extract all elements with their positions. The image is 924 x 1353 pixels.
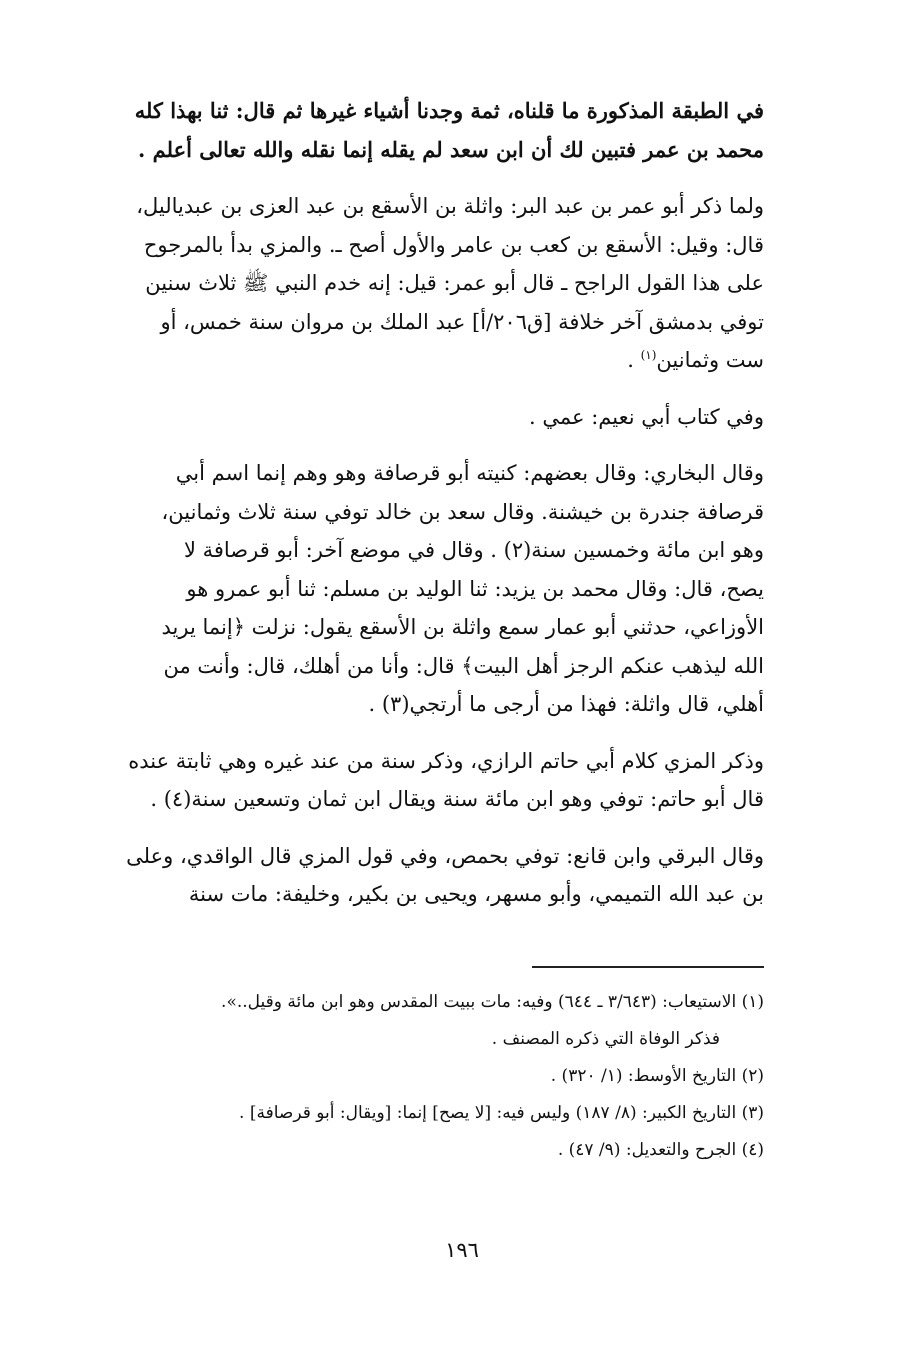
text-line: الأوزاعي، حدثني أبو عمار سمع واثلة بن الأسقع يقول: نزلت ﴿إنما يريد <box>161 615 764 639</box>
text-line: وقال البرقي وابن قانع: توفي بحمص، وفي قول المزي قال الواقدي، وعلى <box>126 843 764 868</box>
main-text <box>126 92 764 932</box>
paragraph-5 <box>128 742 764 819</box>
text-line: وهو ابن مائة وخمسين سنة(٢) . وقال في موضع آخر: أبو قرصافة لا <box>183 538 764 562</box>
paragraph-6 <box>126 837 764 914</box>
text-line: ولما ذكر أبو عمر بن عبد البر: واثلة بن الأسقع بن عبد العزى بن عبدياليل، <box>136 194 764 218</box>
text-line: أهلي، قال واثلة: فهذا من أرجى ما أرتجي(٣) . <box>368 692 764 716</box>
footnote-marker: (١) <box>640 348 657 362</box>
text-line: قرصافة جندرة بن خيشنة. وقال سعد بن خالد توفي سنة ثلاث وثمانين، <box>161 499 764 524</box>
text-line-last <box>164 341 764 380</box>
text-fragment: . <box>627 348 641 372</box>
text-line: قال أبو حاتم: توفي وهو ابن مائة سنة ويقال ابن ثمان وتسعين سنة(٤) . <box>150 787 764 811</box>
text-fragment: ست وثمانين <box>656 348 764 372</box>
text-line: قال: وقيل: الأسقع بن كعب بن عامر والأول أصح ـ. والمزي بدأ بالمرجوح <box>143 232 764 257</box>
footnote-4: (٤) الجرح والتعديل: (٩/ ٤٧) . <box>557 1140 764 1160</box>
text-line: محمد بن عمر فتبين لك أن ابن سعد لم يقله إنما نقله والله تعالى أعلم . <box>138 136 764 162</box>
footnote-1-continuation: فذكر الوفاة التي ذكره المصنف . <box>491 1029 720 1049</box>
text-line: يصح، قال: وقال محمد بن يزيد: ثنا الوليد بن مسلم: ثنا أبو عمرو هو <box>186 576 764 601</box>
text-line: بن عبد الله التميمي، وأبو مسهر، ويحيى بن بكير، وخليفة: مات سنة <box>188 882 764 906</box>
footnote-separator <box>532 966 764 968</box>
text-line: في الطبقة المذكورة ما قلناه، ثمة وجدنا أشياء غيرها ثم قال: ثنا بهذا كله <box>134 98 764 123</box>
footnote-2: (٢) التاريخ الأوسط: (١/ ٣٢٠) . <box>550 1066 764 1086</box>
paragraph-4 <box>161 454 764 724</box>
text-line: الله ليذهب عنكم الرجز أهل البيت﴾ قال: وأنا من أهلك، قال: وأنت من <box>163 653 764 678</box>
paragraph-1 <box>134 92 764 169</box>
footnote-1: (١) الاستيعاب: (٣/٦٤٣ ـ ٦٤٤) وفيه: مات ببيت المقدس وهو ابن مائة وقيل..». <box>221 992 764 1012</box>
paragraph-2 <box>136 187 764 380</box>
text-line: وقال البخاري: وقال بعضهم: كنيته أبو قرصافة وهو وهم إنما اسم أبي <box>175 461 764 485</box>
paragraph-3 <box>164 398 764 437</box>
text-line: وفي كتاب أبي نعيم: عمي . <box>529 404 764 429</box>
text-line: توفي بدمشق آخر خلافة [ق٢٠٦/أ] عبد الملك بن مروان سنة خمس، أو <box>160 309 764 334</box>
footnote-3: (٣) التاريخ الكبير: (٨/ ١٨٧) وليس فيه: [لا يصح] إنما: [ويقال: أبو قرصافة] . <box>239 1103 764 1123</box>
footnotes <box>164 984 764 1169</box>
text-line: على هذا القول الراجح ـ قال أبو عمر: قيل: إنه خدم النبي ﷺ ثلاث سنين <box>145 271 764 295</box>
text-line: وذكر المزي كلام أبي حاتم الرازي، وذكر سنة من عند غيره وهي ثابتة عنده <box>128 748 764 773</box>
page-number: ١٩٦ <box>445 1238 479 1262</box>
